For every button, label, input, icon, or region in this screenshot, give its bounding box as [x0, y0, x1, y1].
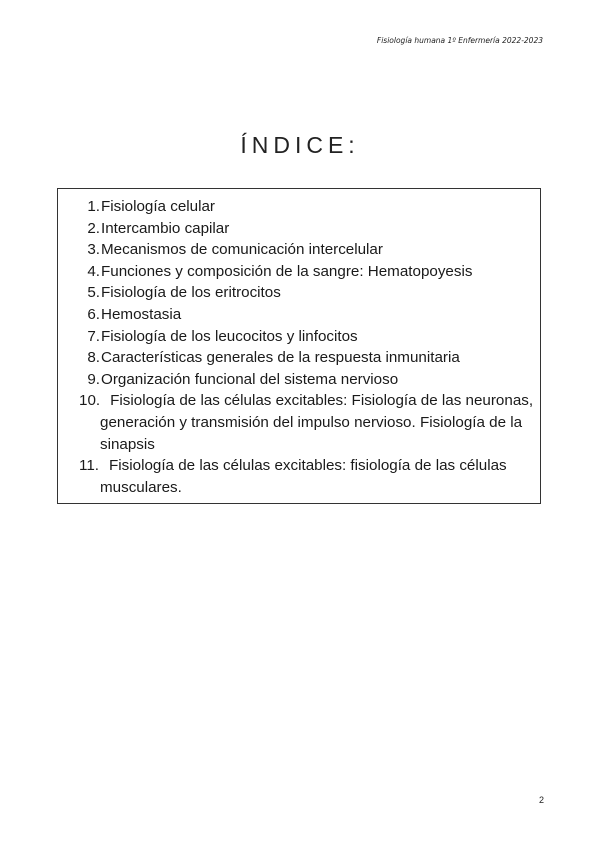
toc-item-10 — [79, 390, 534, 455]
toc-item-number: 8. — [87, 349, 100, 367]
toc-item-number: 11. — [79, 457, 99, 475]
toc-item-number: 7. — [87, 327, 100, 345]
toc-item-label: Fisiología de las células excitables: Fisiología de las neuronas, generación y transmisión del impulso nervioso. Fisiología de la sinapsis — [100, 392, 534, 453]
toc-item-11 — [79, 455, 534, 498]
running-header: Fisiología humana 1º Enfermería 2022-2023 — [376, 36, 543, 45]
toc-item-2 — [79, 218, 534, 240]
toc-item-4 — [79, 261, 534, 283]
toc-item-label: Organización funcional del sistema nervioso — [101, 370, 399, 388]
toc-item-label: Intercambio capilar — [101, 219, 230, 237]
toc-item-3 — [79, 239, 534, 261]
toc-item-label: Funciones y composición de la sangre: Hematopoyesis — [101, 262, 473, 280]
page-number: 2 — [538, 795, 544, 805]
toc-item-number: 10. — [79, 392, 101, 410]
toc-list — [79, 196, 534, 498]
toc-item-1 — [79, 196, 534, 218]
toc-item-number: 2. — [87, 219, 100, 237]
toc-item-7 — [79, 326, 534, 348]
toc-item-label: Fisiología celular — [101, 198, 215, 215]
toc-item-label: Fisiología de los leucocitos y linfocitos — [101, 327, 358, 345]
toc-item-number: 5. — [87, 284, 100, 302]
toc-item-label: Fisiología de las células excitables: fisiología de las células musculares. — [100, 457, 507, 496]
toc-item-label: Fisiología de los eritrocitos — [101, 284, 281, 302]
toc-item-label: Características generales de la respuesta inmunitaria — [101, 349, 460, 367]
toc-item-number: 6. — [87, 305, 100, 323]
toc-item-number: 1. — [87, 198, 100, 215]
toc-item-label: Hemostasia — [101, 305, 182, 323]
toc-item-label: Mecanismos de comunicación intercelular — [101, 241, 383, 259]
page-title: ÍNDICE: — [240, 132, 360, 158]
toc-item-number: 4. — [87, 262, 100, 280]
toc-item-5 — [79, 282, 534, 304]
toc-item-number: 3. — [87, 241, 100, 259]
toc-item-6 — [79, 304, 534, 326]
table-of-contents-box — [57, 188, 541, 504]
toc-item-9 — [79, 369, 534, 391]
toc-item-number: 9. — [87, 370, 100, 388]
toc-item-8 — [79, 347, 534, 369]
